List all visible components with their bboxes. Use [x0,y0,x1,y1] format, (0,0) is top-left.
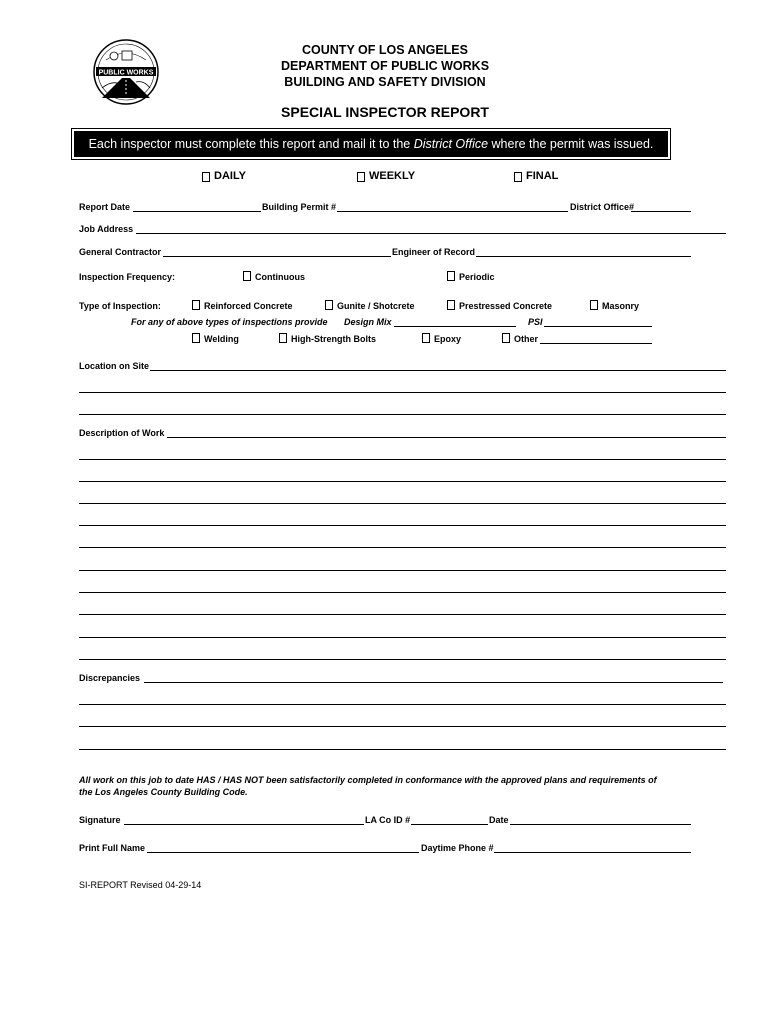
final-checkbox[interactable] [514,172,522,182]
reinforced-concrete-label: Reinforced Concrete [204,301,293,311]
report-date-label: Report Date [79,202,131,212]
other-checkbox[interactable] [502,333,510,343]
logo-text: PUBLIC WORKS [98,69,154,77]
high-strength-bolts-checkbox[interactable] [279,333,287,343]
location-line-1[interactable] [150,370,726,371]
periodic-label: Periodic [459,272,495,282]
engineer-of-record-label: Engineer of Record [392,247,476,257]
banner-emphasis: District Office [413,137,489,151]
conformance-statement [79,774,709,798]
header-division: BUILDING AND SAFETY DIVISION [284,75,486,89]
discrepancies-line-1[interactable] [144,682,723,683]
daytime-phone-field[interactable] [494,852,691,853]
revision-note: SI-REPORT Revised 04-29-14 [79,880,202,890]
description-line-6[interactable] [79,547,726,548]
reinforced-concrete-checkbox[interactable] [192,300,200,310]
district-office-field[interactable] [631,211,691,212]
header-department: DEPARTMENT OF PUBLIC WORKS [280,59,490,73]
statement-line-2: the Los Angeles County Building Code. [79,787,248,797]
weekly-label: WEEKLY [369,170,416,182]
high-strength-bolts-label: High-Strength Bolts [291,334,376,344]
description-line-1[interactable] [167,437,726,438]
prestressed-checkbox[interactable] [447,300,455,310]
gunite-label: Gunite / Shotcrete [337,301,415,311]
location-on-site-label: Location on Site [79,361,150,371]
continuous-checkbox[interactable] [243,271,251,281]
statement-line-1: All work on this job to date HAS / HAS NOT been satisfactorily completed in conformance with the approved plans and requirements of [79,775,657,785]
public-works-logo [92,38,160,106]
daily-label: DAILY [214,170,246,182]
signature-field[interactable] [124,824,364,825]
weekly-checkbox[interactable] [357,172,365,182]
epoxy-checkbox[interactable] [422,333,430,343]
description-line-7[interactable] [79,570,726,571]
description-line-8[interactable] [79,592,726,593]
discrepancies-line-2[interactable] [79,704,726,705]
building-permit-label: Building Permit # [262,202,337,212]
job-address-field[interactable] [136,233,726,234]
other-field[interactable] [540,343,652,344]
print-full-name-field[interactable] [147,852,419,853]
discrepancies-line-3[interactable] [79,726,726,727]
description-line-10[interactable] [79,637,726,638]
welding-checkbox[interactable] [192,333,200,343]
daily-checkbox[interactable] [202,172,210,182]
district-office-label: District Office# [570,202,635,212]
final-label: FINAL [526,170,559,182]
signature-label: Signature [79,815,121,825]
description-of-work-label: Description of Work [79,428,165,438]
psi-label: PSI [528,317,543,327]
description-line-3[interactable] [79,481,726,482]
masonry-checkbox[interactable] [590,300,598,310]
description-line-11[interactable] [79,659,726,660]
design-mix-label: Design Mix [344,317,392,327]
discrepancies-line-4[interactable] [79,749,726,750]
description-line-5[interactable] [79,525,726,526]
provide-note: For any of above types of inspections provide [131,317,328,327]
gunite-checkbox[interactable] [325,300,333,310]
description-line-2[interactable] [79,459,726,460]
header-county: COUNTY OF LOS ANGELES [302,43,468,57]
engineer-of-record-field[interactable] [476,256,691,257]
welding-label: Welding [204,334,239,344]
other-label: Other [514,334,539,344]
continuous-label: Continuous [255,272,305,282]
la-co-id-field[interactable] [411,824,488,825]
la-co-id-label: LA Co ID # [365,815,411,825]
banner-text-end: where the permit was issued. [488,137,654,151]
discrepancies-label: Discrepancies [79,673,141,683]
location-line-3[interactable] [79,414,726,415]
instruction-banner [74,131,668,157]
page-title: SPECIAL INSPECTOR REPORT [281,104,489,120]
building-permit-field[interactable] [337,211,568,212]
report-date-field[interactable] [133,211,261,212]
date-field[interactable] [510,824,691,825]
prestressed-label: Prestressed Concrete [459,301,553,311]
location-line-2[interactable] [79,392,726,393]
print-full-name-label: Print Full Name [79,843,146,853]
date-label: Date [489,815,509,825]
periodic-checkbox[interactable] [447,271,455,281]
type-of-inspection-label: Type of Inspection: [79,301,161,311]
inspection-frequency-label: Inspection Frequency: [79,272,176,282]
description-line-4[interactable] [79,503,726,504]
job-address-label: Job Address [79,224,134,234]
general-contractor-field[interactable] [163,256,391,257]
design-mix-field[interactable] [394,326,516,327]
epoxy-label: Epoxy [434,334,462,344]
masonry-label: Masonry [602,301,640,311]
general-contractor-label: General Contractor [79,247,162,257]
description-line-9[interactable] [79,614,726,615]
daytime-phone-label: Daytime Phone # [421,843,494,853]
banner-text: Each inspector must complete this report and mail it to the [88,137,414,151]
psi-field[interactable] [544,326,652,327]
